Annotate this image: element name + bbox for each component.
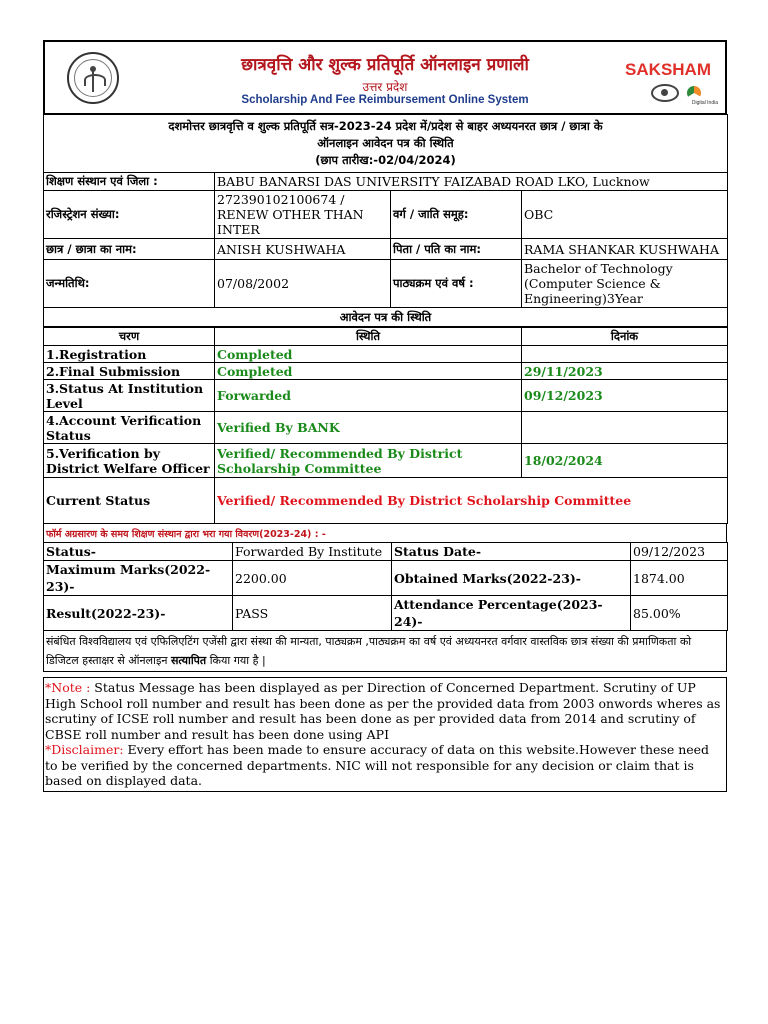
date-cell: 29/11/2023 — [522, 363, 728, 380]
stage-cell: 4.Account Verification Status — [44, 412, 215, 444]
status-cell: Verified/ Recommended By District Scholarship Committee — [215, 444, 522, 478]
header-title-hindi: छात्रवृत्ति और शुल्क प्रतिपूर्ति ऑनलाइन प्रणाली — [241, 55, 529, 75]
inst-status-value: Forwarded By Institute — [233, 543, 392, 561]
saksham-logo: SAKSHAM — [625, 60, 711, 79]
col-date-header: दिनांक — [522, 328, 728, 346]
col-status-header: स्थिति — [215, 328, 522, 346]
father-name-value: RAMA SHANKAR KUSHWAHA — [522, 239, 728, 260]
status-date-label: Status Date- — [392, 543, 631, 561]
up-government-seal-icon — [67, 52, 119, 104]
table-row — [44, 380, 728, 412]
category-label: वर्ग / जाति समूह: — [391, 191, 522, 239]
header-state: उत्तर प्रदेश — [362, 80, 408, 94]
date-cell: 18/02/2024 — [522, 444, 728, 478]
current-status-row — [44, 478, 728, 524]
result-label: Result(2022-23)- — [44, 596, 233, 631]
date-cell — [522, 346, 728, 363]
status-cell: Verified By BANK — [215, 412, 522, 444]
header — [43, 40, 727, 114]
result-value: PASS — [233, 596, 392, 631]
application-table — [43, 114, 728, 327]
digital-india-logo-icon — [687, 86, 701, 100]
dob-label: जन्मतिथि: — [44, 260, 215, 308]
table-row — [44, 444, 728, 478]
registration-label: रजिस्ट्रेशन संख्या: — [44, 191, 215, 239]
current-status-label: Current Status — [44, 478, 215, 524]
header-title-english: Scholarship And Fee Reimbursement Online System — [241, 94, 529, 106]
registration-value: 272390102100674 / RENEW OTHER THAN INTER — [215, 191, 391, 239]
max-marks-label: Maximum Marks(2022-23)- — [44, 561, 233, 596]
status-cell: Completed — [215, 363, 522, 380]
status-date-value: 09/12/2023 — [631, 543, 728, 561]
inst-status-label: Status- — [44, 543, 233, 561]
status-table — [43, 327, 728, 524]
notes-box — [43, 677, 727, 792]
institute-details-table — [43, 542, 728, 631]
institution-value: BABU BANARSI DAS UNIVERSITY FAIZABAD ROAD LKO, Lucknow — [215, 173, 728, 191]
institution-label: शिक्षण संस्थान एवं जिला : — [44, 173, 215, 191]
institute-section-title: फॉर्म अग्रसारण के समय शिक्षण संस्थान द्वारा भरा गया विवरण(2023-24) : - — [43, 524, 727, 542]
stage-cell: 1.Registration — [44, 346, 215, 363]
certification-text — [43, 631, 727, 672]
attendance-label: Attendance Percentage(2023-24)- — [392, 596, 631, 631]
disclaimer-paragraph — [45, 742, 725, 789]
stage-cell: 5.Verification by District Welfare Officer — [44, 444, 215, 478]
cert-end: किया गया है | — [209, 654, 266, 667]
cert-text: संबंधित विश्वविद्यालय एवं एफिलिएटिंग एजेंसी द्वारा संस्था की मान्यता, पाठ्यक्रम ,पाठ्यक्रम का वर्ष एवं अध्ययनरत वर्गवार वास्तविक छात्र संख्या की प्रमाणिकता को डिजिटल हस्ताक्षर से ऑनलाइन — [46, 635, 692, 667]
current-status-value: Verified/ Recommended By District Scholarship Committee — [215, 478, 728, 524]
course-value: Bachelor of Technology (Computer Science & Engineering)3Year — [522, 260, 728, 308]
course-label: पाठ्यक्रम एवं वर्ष : — [391, 260, 522, 308]
father-name-label: पिता / पति का नाम: — [391, 239, 522, 260]
status-cell: Completed — [215, 346, 522, 363]
obtained-marks-value: 1874.00 — [631, 561, 728, 596]
stage-cell: 3.Status At Institution Level — [44, 380, 215, 412]
date-cell: 09/12/2023 — [522, 380, 728, 412]
student-name-label: छात्र / छात्रा का नाम: — [44, 239, 215, 260]
note-paragraph — [45, 680, 725, 742]
digital-india-label: Digital India — [691, 100, 718, 106]
caption-line-3: (छाप तारीख:-02/04/2024) — [315, 153, 456, 167]
status-cell: Forwarded — [215, 380, 522, 412]
status-section-title: आवेदन पत्र की स्थिति — [44, 308, 728, 327]
stage-cell: 2.Final Submission — [44, 363, 215, 380]
caption-line-1: दशमोत्तर छात्रवृत्ति व शुल्क प्रतिपूर्ति सत्र-2023-24 प्रदेश में/प्रदेश से बाहर अध्ययनरत छात्र / छात्रा के — [168, 119, 603, 133]
student-name-value: ANISH KUSHWAHA — [215, 239, 391, 260]
status-document — [43, 40, 727, 792]
nic-logo-icon — [651, 84, 679, 102]
table-row — [44, 363, 728, 380]
table-row — [44, 412, 728, 444]
table-row — [44, 346, 728, 363]
disclaimer-text: Every effort has been made to ensure accuracy of data on this website.However these need to be verified by the concerned departments. NIC will not responsible for any decision or claim that is based on displayed data. — [45, 742, 710, 788]
date-cell — [522, 412, 728, 444]
col-stage-header: चरण — [44, 328, 215, 346]
max-marks-value: 2200.00 — [233, 561, 392, 596]
category-value: OBC — [522, 191, 728, 239]
obtained-marks-label: Obtained Marks(2022-23)- — [392, 561, 631, 596]
caption-line-2: ऑनलाइन आवेदन पत्र की स्थिति — [317, 136, 454, 150]
note-text: Status Message has been displayed as per Direction of Concerned Department. Scrutiny of UP High School roll number and result has been done as per the provided data from 2003 onwords wheres as scrutiny of ICSE roll number and result has been done as per provided data from 2014 and scrutiny of CBSE roll number and result has been done using API — [45, 680, 721, 742]
cert-verified: सत्यापित — [170, 654, 207, 667]
dob-value: 07/08/2002 — [215, 260, 391, 308]
caption — [44, 115, 728, 173]
disclaimer-label: *Disclaimer: — [45, 742, 124, 757]
note-label: *Note : — [45, 680, 91, 695]
attendance-value: 85.00% — [631, 596, 728, 631]
